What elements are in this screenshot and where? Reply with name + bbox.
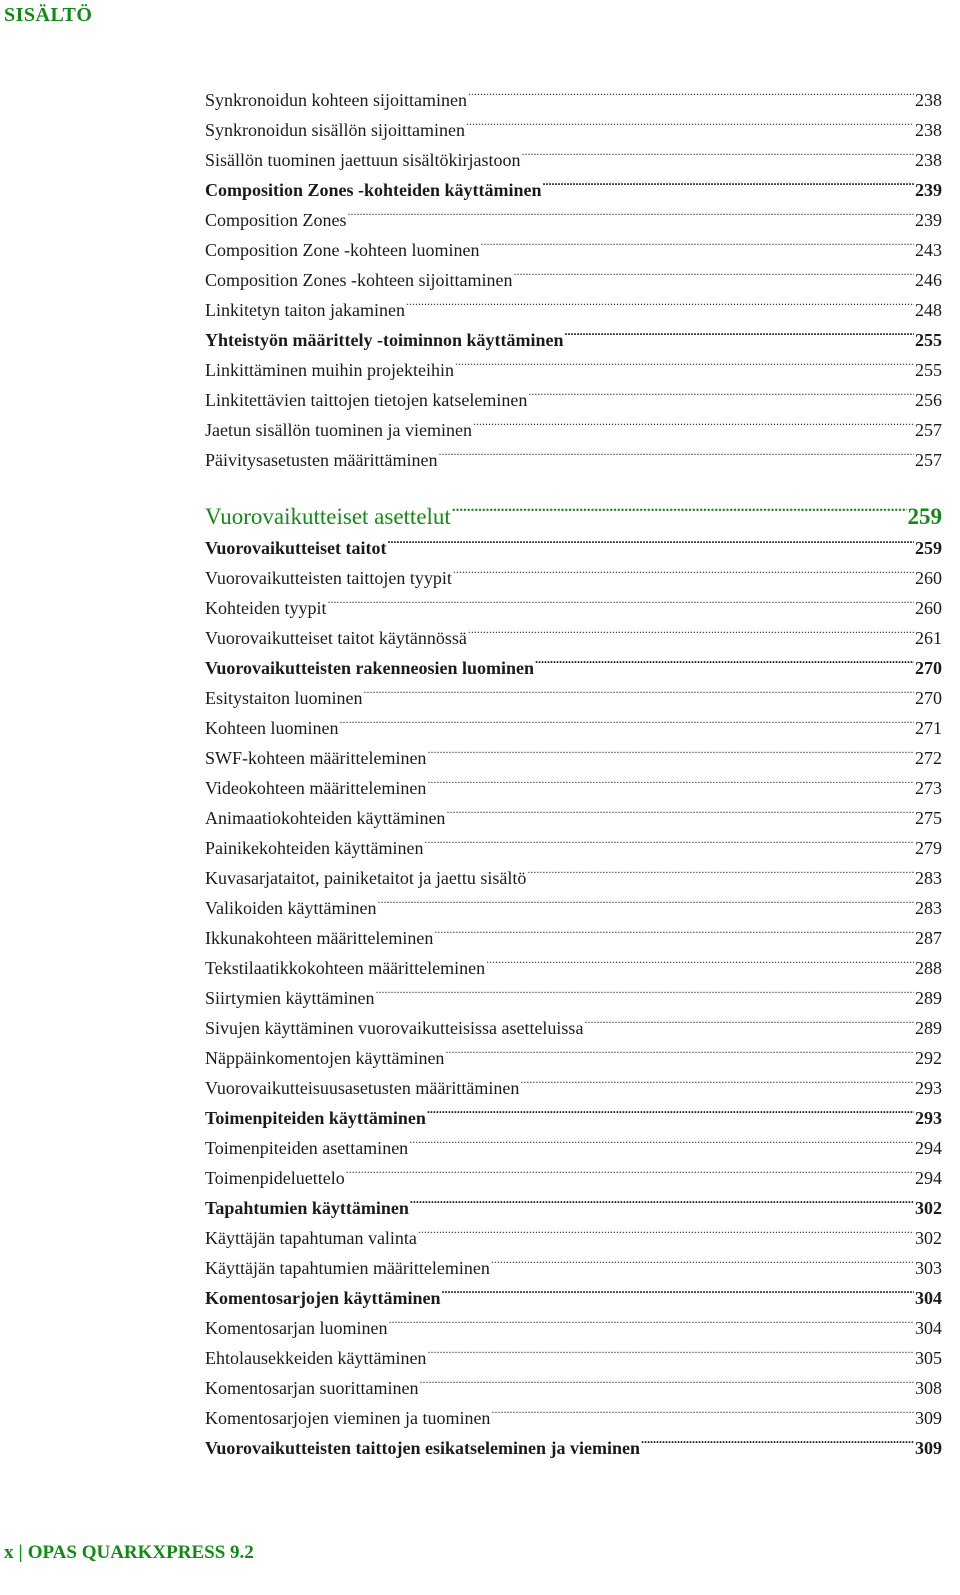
toc-dot-leader [364,674,915,704]
toc-entry-page: 283 [915,898,942,918]
toc-dot-leader [468,614,914,644]
toc-entry-page: 292 [915,1048,942,1068]
toc-dot-leader [491,1394,914,1424]
toc-entry-title: Komentosarjan luominen [205,1318,388,1338]
toc-entry-page: 288 [915,958,942,978]
toc-entry-title: Päivitysasetusten määrittäminen [205,450,438,470]
toc-dot-leader [520,1064,914,1094]
toc-entry-title: Käyttäjän tapahtuman valinta [205,1228,417,1248]
toc-dot-leader [641,1424,914,1454]
toc-dot-leader [565,316,915,346]
toc-entry-title: SWF-kohteen määritteleminen [205,748,427,768]
toc-entry-title: Tapahtumien käyttäminen [205,1198,409,1218]
footer-separator: | [18,1542,23,1563]
toc-dot-leader [424,824,914,854]
toc-dot-leader [452,490,907,524]
toc-dot-leader [346,1154,914,1184]
toc-dot-leader [455,346,914,376]
toc-dot-leader [445,1034,914,1064]
toc-entry-title: Ikkunakohteen määritteleminen [205,928,434,948]
toc-entry-page: 302 [915,1228,942,1248]
toc-entry-page: 270 [915,658,942,678]
toc-entry-page: 309 [915,1408,942,1428]
toc-entry-title: Komentosarjan suorittaminen [205,1378,419,1398]
toc-entry-page: 304 [915,1318,942,1338]
toc-entry-page: 257 [915,420,942,440]
toc-dot-leader [419,1364,914,1394]
footer-guide-title: OPAS QUARKXPRESS 9.2 [27,1542,254,1563]
toc-dot-leader [375,974,914,1004]
toc-entry-page: 305 [915,1348,942,1368]
toc-dot-leader [473,406,914,436]
footer-page-numeral: x [4,1542,14,1563]
toc-entry-title: Vuorovaikutteiset asettelut [205,504,451,529]
toc-entry-title: Toimenpiteiden asettaminen [205,1138,409,1158]
toc-entry-title: Vuorovaikutteiset taitot [205,538,387,558]
toc-entry-title: Linkitettävien taittojen tietojen katseleminen [205,390,528,410]
page-footer [4,1542,254,1564]
toc-entry-page: 294 [915,1138,942,1158]
toc-entry-page: 238 [915,90,942,110]
toc-entry-page: 260 [915,598,942,618]
toc-entry-page: 293 [915,1108,942,1128]
toc-dot-leader [410,1184,914,1214]
toc-entry-page: 243 [915,240,942,260]
toc-entry-title: Toimenpideluettelo [205,1168,345,1188]
toc-dot-leader [466,106,914,136]
toc-entry-page: 259 [907,504,942,529]
toc-entry-page: 289 [915,1018,942,1038]
toc-entry-page: 238 [915,120,942,140]
toc-entry-title: Painikekohteiden käyttäminen [205,838,424,858]
toc-dot-leader [427,734,914,764]
toc-entry-title: Synkronoidun sisällön sijoittaminen [205,120,465,140]
toc-dot-leader [409,1124,914,1154]
toc-dot-leader [327,584,914,614]
toc-entry-page: 293 [915,1078,942,1098]
toc-dot-leader [584,1004,914,1034]
toc-entry-page: 270 [915,688,942,708]
toc-entry-page: 255 [915,330,942,350]
toc-entry-title: Vuorovaikutteisten rakenneosien luominen [205,658,535,678]
toc-entry-title: Toimenpiteiden käyttäminen [205,1108,426,1128]
toc-entry-page: 256 [915,390,942,410]
toc-entry-title: Vuorovaikutteiset taitot käytännössä [205,628,467,648]
toc-entry-title: Synkronoidun kohteen sijoittaminen [205,90,467,110]
toc-entry-page: 279 [915,838,942,858]
toc-entry-page: 259 [915,538,942,558]
toc-entry-title: Komentosarjojen käyttäminen [205,1288,441,1308]
toc-dot-leader [527,854,914,884]
toc-entry-title: Composition Zones [205,210,347,230]
toc-entry-title: Näppäinkomentojen käyttäminen [205,1048,445,1068]
toc-entry-page: 272 [915,748,942,768]
toc-dot-leader [446,794,914,824]
toc-dot-leader [348,196,914,226]
toc-dot-leader [427,1334,914,1364]
toc-entry-title: Jaetun sisällön tuominen ja vieminen [205,420,472,440]
toc-entry-page: 246 [915,270,942,290]
toc-dot-leader [513,256,914,286]
toc-dot-leader [434,914,914,944]
toc-entry-title: Komentosarjojen vieminen ja tuominen [205,1408,491,1428]
toc-entry-page: 239 [915,180,942,200]
toc-entry-page: 308 [915,1378,942,1398]
toc-dot-leader [388,1304,914,1334]
toc-dot-leader [438,436,914,466]
toc-entry-page: 303 [915,1258,942,1278]
toc-dot-leader [543,166,914,196]
toc-dot-leader [480,226,914,256]
toc-dot-leader [491,1244,914,1274]
toc-entry-page: 289 [915,988,942,1008]
toc-section [205,490,942,1458]
toc-dot-leader [406,286,914,316]
toc-dot-leader [418,1214,914,1244]
toc-entry-title: Sisällön tuominen jaettuun sisältökirjastoon [205,150,521,170]
toc-entry-title: Siirtymien käyttäminen [205,988,375,1008]
toc-dot-leader [453,554,914,584]
toc-entry-title: Linkittäminen muihin projekteihin [205,360,454,380]
toc-entry-page: 302 [915,1198,942,1218]
toc-entry-page: 287 [915,928,942,948]
toc-entry-title: Esitystaiton luominen [205,688,363,708]
toc-entry-page: 260 [915,568,942,588]
page-title: SISÄLTÖ [4,4,93,26]
toc-entry-page: 238 [915,150,942,170]
toc-dot-leader [339,704,914,734]
toc-entry-page: 239 [915,210,942,230]
toc-entry-page: 257 [915,450,942,470]
toc-dot-leader [388,524,915,554]
table-of-contents [205,76,942,1458]
toc-entry-title: Valikoiden käyttäminen [205,898,377,918]
toc-entry-title: Composition Zones -kohteen sijoittaminen [205,270,513,290]
toc-entry-title: Yhteistyön määrittely -toiminnon käyttäminen [205,330,564,350]
toc-dot-leader [427,1094,914,1124]
toc-dot-leader [528,376,914,406]
toc-dot-leader [377,884,914,914]
toc-dot-leader [521,136,914,166]
toc-dot-leader [427,764,914,794]
toc-entry-title: Videokohteen määritteleminen [205,778,427,798]
toc-entry-title: Kohteen luominen [205,718,339,738]
toc-dot-leader [441,1274,914,1304]
toc-entry-title: Ehtolausekkeiden käyttäminen [205,1348,427,1368]
toc-entry-page: 283 [915,868,942,888]
toc-entry-page: 309 [915,1438,942,1458]
toc-entry-title: Kuvasarjataitot, painiketaitot ja jaettu sisältö [205,868,527,888]
toc-entry-title: Kohteiden tyypit [205,598,327,618]
toc-entry-title: Vuorovaikutteisuusasetusten määrittäminen [205,1078,520,1098]
toc-entry-title: Vuorovaikutteisten taittojen tyypit [205,568,452,588]
toc-section [205,76,942,470]
toc-entry-title: Composition Zone -kohteen luominen [205,240,480,260]
toc-entry-page: 275 [915,808,942,828]
toc-entry-title: Animaatiokohteiden käyttäminen [205,808,446,828]
toc-entry-page: 273 [915,778,942,798]
toc-dot-leader [468,76,914,106]
toc-entry-title: Linkitetyn taiton jakaminen [205,300,405,320]
toc-entry-page: 271 [915,718,942,738]
toc-entry-page: 294 [915,1168,942,1188]
toc-entry-title: Tekstilaatikkokohteen määritteleminen [205,958,486,978]
toc-entry-page: 248 [915,300,942,320]
toc-dot-leader [535,644,914,674]
toc-chapter-heading[interactable] [205,490,942,529]
toc-entry[interactable] [205,76,942,110]
toc-entry-title: Käyttäjän tapahtumien määritteleminen [205,1258,490,1278]
toc-entry-title: Sivujen käyttäminen vuorovaikutteisissa asetteluissa [205,1018,584,1038]
toc-entry-page: 261 [915,628,942,648]
toc-dot-leader [486,944,914,974]
toc-entry-page: 255 [915,360,942,380]
toc-entry-title: Composition Zones -kohteiden käyttäminen [205,180,542,200]
toc-entry-title: Vuorovaikutteisten taittojen esikatseleminen ja vieminen [205,1438,640,1458]
toc-entry-page: 304 [915,1288,942,1308]
